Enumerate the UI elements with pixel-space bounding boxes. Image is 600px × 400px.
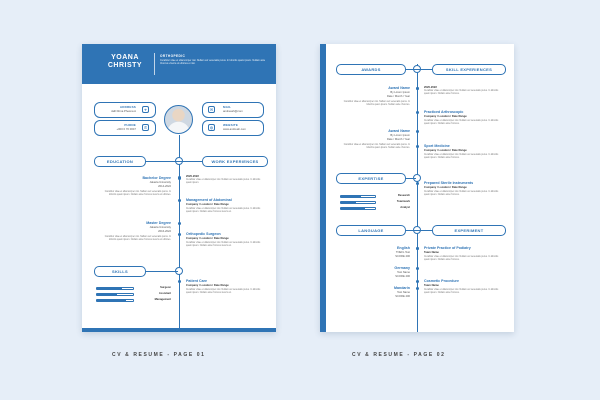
right-margin xyxy=(508,44,514,332)
language-score: SCORE 400 xyxy=(395,255,410,258)
work-years: 2020-2022 xyxy=(186,175,199,178)
skill-exp-text: Curabitur vitae et ullamcorper nisi. Nullam vel venenatis purus. In lobortis quam ipsum. Nullam ante rhoncus. xyxy=(424,120,499,125)
skill-name: Surgeon xyxy=(160,286,171,289)
work-experience-heading: WORK EXPERIENCES xyxy=(202,156,268,167)
timeline-marker xyxy=(416,87,419,90)
skill-experiences-heading: SKILL EXPERIENCES xyxy=(432,64,506,75)
skill-bar xyxy=(96,299,134,302)
expertise-name: Research xyxy=(397,194,410,197)
timeline-marker xyxy=(416,130,419,133)
expertise-heading: EXPERTISE xyxy=(336,173,406,184)
award-name: Award Name xyxy=(388,86,410,90)
footer-band xyxy=(82,328,276,332)
timeline-marker xyxy=(416,111,419,114)
expertise-bar xyxy=(340,201,376,204)
skill-name: Management xyxy=(154,298,171,301)
language-name: Mandarin xyxy=(394,286,410,290)
header-summary: Curabitur vitae et ullamcorper nisi. Nullam vel venenatis purus. In lobortis quam ipsum. Nullam ante rhoncus viverra ut ultricies et nisi. xyxy=(160,59,266,66)
work-title: Orthopedic Surgeon xyxy=(186,232,221,236)
skill-exp-years: 2020-2022 xyxy=(424,86,437,89)
skill-exp-text: Curabitur vitae et ullamcorper nisi. Nullam vel venenatis purus. In lobortis quam ipsum. Nullam ante rhoncus. xyxy=(424,154,499,159)
skill-exp-text: Curabitur vitae et ullamcorper nisi. Nullam vel venenatis purus. In lobortis quam ipsum. Nullam ante rhoncus. xyxy=(424,90,499,95)
language-score: SCORE 400 xyxy=(395,275,410,278)
skill-exp-meta: Company / Location / Date Range xyxy=(424,186,467,189)
timeline-marker xyxy=(416,145,419,148)
experiment-team: Team Name xyxy=(424,251,439,254)
work-text: Curabitur vitae et ullamcorper nisi. Nullam vel venenatis purus. In lobortis quam ipsum. Nullam ante rhoncus viverra ut. xyxy=(186,289,261,294)
skill-exp-text: Curabitur vitae et ullamcorper nisi. Nullam vel venenatis purus. In lobortis quam ipsum. Nullam ante rhoncus. xyxy=(424,191,499,196)
work-meta: Company / Location / Date Range xyxy=(186,284,229,287)
skill-exp-title: Practiced Arthroscopic xyxy=(424,110,464,114)
award-by: By Lorem Ipsum xyxy=(390,134,410,137)
skills-heading: SKILLS xyxy=(94,266,146,277)
expertise-name: Teamwork xyxy=(396,200,410,203)
skill-exp-meta: Company / Location / Date Range xyxy=(424,149,467,152)
experiment-title: Private Practice of Podiatry xyxy=(424,246,471,250)
education-degree: Master Degree xyxy=(146,221,171,225)
timeline-marker xyxy=(178,199,181,202)
left-band xyxy=(320,44,326,332)
education-years: 2016-2022 xyxy=(158,230,171,233)
phone-value: +000 0 70 0047 xyxy=(116,127,136,131)
page-2-caption: CV & RESUME - PAGE 02 xyxy=(352,352,446,358)
location-icon: ⌖ xyxy=(142,106,149,113)
work-text: Curabitur vitae et ullamcorper nisi. Nullam vel venenatis purus. In lobortis quam ipsum. Nullam ante rhoncus viverra ut. xyxy=(186,208,261,213)
website-value: www.andreah.com xyxy=(223,127,247,131)
header-band xyxy=(82,44,276,84)
header-divider xyxy=(154,53,155,75)
work-meta: Company / Location / Date Range xyxy=(186,237,229,240)
skill-exp-title: Sport Medicine xyxy=(424,144,450,148)
timeline-marker xyxy=(178,280,181,283)
language-heading: LANGUAGE xyxy=(336,225,406,236)
name-first: YOANA xyxy=(111,54,139,61)
resume-page-2 xyxy=(320,44,514,332)
work-title: Patient Care xyxy=(186,279,207,283)
awards-heading: AWARDS xyxy=(336,64,406,75)
skill-exp-title: Prepared Sterile Instruments xyxy=(424,181,474,185)
address-value: Jalil Dirna Phesna A xyxy=(110,109,136,113)
education-text: Curabitur vitae et ullamcorper nisi. Nullam vel venenatis purus. In lobortis quam ipsum. Nullam ante rhoncus viverra ut ultricies. xyxy=(104,191,171,196)
globe-icon: ◍ xyxy=(209,125,214,130)
work-text: Curabitur vitae et ullamcorper nisi. Nullam vel venenatis purus. In lobortis quam ipsum. xyxy=(186,179,261,184)
experiment-heading: EXPERIMENT xyxy=(432,225,506,236)
expertise-bar xyxy=(340,207,376,210)
award-text: Curabitur vitae et ullamcorper nisi. Nullam vel venenatis purus. In lobortis quam ipsum. Nullam ante rhoncus. xyxy=(343,101,410,106)
address-label: ADDRESS xyxy=(119,105,136,109)
skill-name: Assistant xyxy=(158,292,171,295)
name-last: CHRISTY xyxy=(107,62,143,69)
timeline-marker xyxy=(178,233,181,236)
timeline-marker xyxy=(416,280,419,283)
education-degree: Bachelor Degree xyxy=(142,176,171,180)
website-label: WEBSITE xyxy=(223,123,239,127)
education-text: Curabitur vitae et ullamcorper nisi. Nullam vel venenatis purus. In lobortis quam ipsum. Nullam ante rhoncus viverra ut ultricies. xyxy=(104,236,171,241)
mail-icon: ✉ xyxy=(209,107,214,112)
experiment-text: Curabitur vitae et ullamcorper nisi. Nullam vel venenatis purus. In lobortis quam ipsum. Nullam ante rhoncus. xyxy=(424,289,499,294)
award-date: Date / Month / Year xyxy=(386,138,410,141)
experiment-title: Cosmetic Procedure xyxy=(424,279,459,283)
expertise-bar xyxy=(340,195,376,198)
timeline-marker xyxy=(416,267,419,270)
award-name: Award Name xyxy=(388,129,410,133)
skill-bar xyxy=(96,287,134,290)
award-text: Curabitur vitae et ullamcorper nisi. Nullam vel venenatis purus. In lobortis quam ipsum. Nullam ante rhoncus. xyxy=(343,144,410,149)
timeline-marker xyxy=(416,247,419,250)
work-text: Curabitur vitae et ullamcorper nisi. Nullam vel venenatis purus. In lobortis quam ipsum. Nullam ante rhoncus viverra ut. xyxy=(186,242,261,247)
language-name: Germany xyxy=(394,266,410,270)
timeline-marker xyxy=(416,182,419,185)
education-years: 2014-2022 xyxy=(158,185,171,188)
expertise-name: Analyst xyxy=(400,206,410,209)
education-school: Jakarta University xyxy=(149,226,171,229)
person-name xyxy=(100,54,150,70)
education-school: Jakarta University xyxy=(149,181,171,184)
phone-icon: ✆ xyxy=(143,125,148,130)
language-test: Test Name xyxy=(397,271,410,274)
education-heading: EDUCATION xyxy=(94,156,146,167)
award-date: Date / Month / Year xyxy=(386,95,410,98)
resume-page-1 xyxy=(82,44,276,332)
timeline-marker xyxy=(178,176,181,179)
work-title: Management of Abdominal xyxy=(186,198,232,202)
language-test: TOEFL Test xyxy=(395,251,410,254)
mail-value: andreash@com xyxy=(223,109,243,113)
role-title: ORTHOPEDIC xyxy=(160,54,186,58)
experiment-text: Curabitur vitae et ullamcorper nisi. Nullam vel venenatis purus. In lobortis quam ipsum. Nullam ante rhoncus. xyxy=(424,256,499,261)
experiment-team: Team Name xyxy=(424,284,439,287)
profile-photo xyxy=(164,105,193,134)
language-name: English xyxy=(397,246,410,250)
timeline-line xyxy=(417,64,418,332)
phone-label: PHONE xyxy=(124,123,136,127)
timeline-marker xyxy=(178,222,181,225)
award-by: By Lorem Ipsum xyxy=(390,91,410,94)
work-meta: Company / Location / Date Range xyxy=(186,203,229,206)
skill-bar xyxy=(96,293,134,296)
language-score: SCORE 400 xyxy=(395,295,410,298)
page-1-caption: CV & RESUME - PAGE 01 xyxy=(112,352,206,358)
mail-label: MAIL xyxy=(223,105,232,109)
timeline-marker xyxy=(416,287,419,290)
skill-exp-meta: Company / Location / Date Range xyxy=(424,115,467,118)
language-test: Test Name xyxy=(397,291,410,294)
